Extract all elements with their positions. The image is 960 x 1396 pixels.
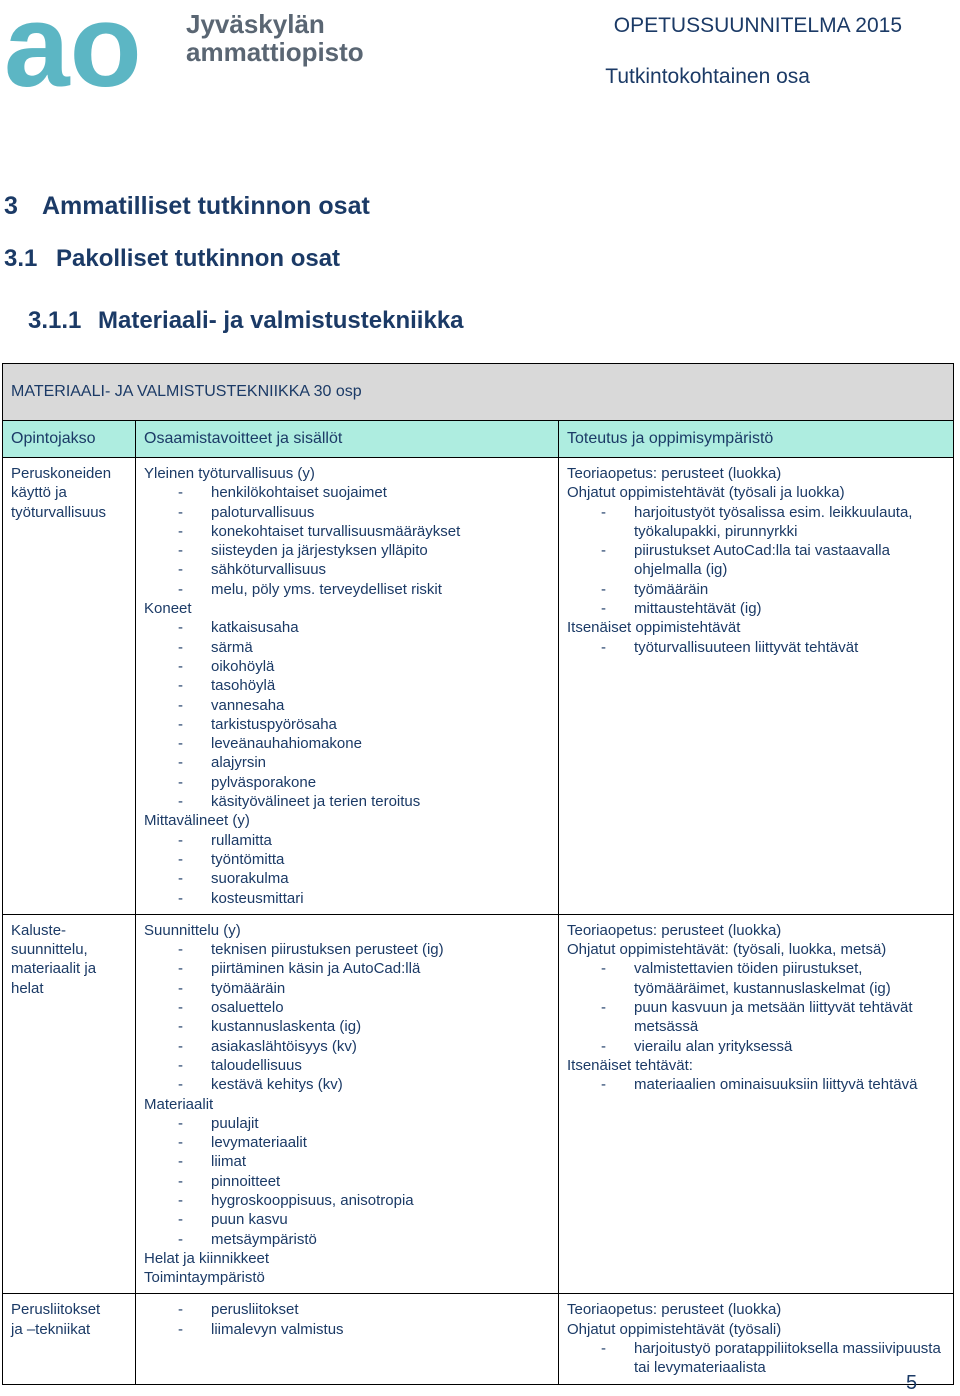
course-name-line: helat	[11, 979, 44, 997]
list-item	[144, 1056, 550, 1075]
bullet-dash: -	[178, 1301, 183, 1319]
list-item-text: vannesaha	[211, 696, 285, 714]
bullet-dash: -	[601, 960, 606, 978]
list-item	[567, 1075, 945, 1094]
list-item-text: puun kasvu	[211, 1211, 288, 1229]
section-heading: Materiaalit	[144, 1095, 214, 1113]
list-item-text: osaluettelo	[211, 999, 284, 1017]
bullet-dash: -	[178, 941, 183, 959]
course-name-line: työturvallisuus	[11, 503, 107, 521]
column-header-course: Opintojakso	[3, 421, 136, 458]
content-cell	[136, 1294, 559, 1384]
bullet-dash: -	[178, 677, 183, 695]
heading-2-number: 3.1	[4, 245, 38, 272]
list-item	[567, 959, 945, 998]
section-heading: Mittavälineet (y)	[144, 812, 250, 830]
list-item	[144, 503, 550, 522]
list-item-text: siisteyden ja järjestyksen ylläpito	[211, 542, 428, 560]
list-item-text: alajyrsin	[211, 754, 267, 772]
bullet-dash: -	[178, 1037, 183, 1055]
bullet-dash: -	[601, 503, 606, 521]
list-item-text: piirtäminen käsin ja AutoCad:llä	[211, 960, 421, 978]
list-item	[144, 483, 550, 502]
list-item	[144, 696, 550, 715]
implementation-cell	[559, 458, 954, 915]
bullet-dash: -	[601, 1340, 606, 1358]
list-item-text: teknisen piirustuksen perusteet (ig)	[211, 941, 444, 959]
list-item	[144, 1230, 550, 1249]
list-item	[567, 599, 945, 618]
list-item	[144, 1133, 550, 1152]
heading-2-text: Pakolliset tutkinnon osat	[56, 245, 341, 272]
list-item	[144, 889, 550, 908]
table-header-row	[3, 421, 954, 458]
bullet-dash: -	[178, 1153, 183, 1171]
list-item-text: työturvallisuuteen liittyvät tehtävät	[634, 638, 859, 656]
course-name-line: suunnittelu,	[11, 941, 88, 959]
list-item	[567, 638, 945, 657]
list-item-text: vierailu alan yrityksessä	[634, 1037, 793, 1055]
table-title-row	[3, 364, 954, 421]
column-header-implementation: Toteutus ja oppimisympäristö	[559, 421, 954, 458]
list-item-text: tarkistuspyörösaha	[211, 715, 337, 733]
bullet-dash: -	[178, 657, 183, 675]
list-item-text: työmääräin	[211, 979, 286, 997]
list-item	[144, 715, 550, 734]
list-item-text: rullamitta	[211, 831, 272, 849]
bullet-dash: -	[601, 580, 606, 598]
list-item-text: oikohöylä	[211, 657, 275, 675]
list-item	[144, 618, 550, 637]
list-item	[144, 1017, 550, 1036]
table-row	[3, 914, 954, 1294]
bullet-dash: -	[178, 1211, 183, 1229]
list-item	[144, 1075, 550, 1094]
course-name-line: Perusliitokset	[11, 1301, 101, 1319]
list-item-text: katkaisusaha	[211, 619, 299, 637]
list-item	[567, 998, 945, 1037]
list-item	[144, 1114, 550, 1133]
list-item-text: henkilökohtaiset suojaimet	[211, 484, 387, 502]
bullet-dash: -	[601, 638, 606, 656]
logo-text	[186, 10, 364, 66]
heading-3	[28, 307, 464, 335]
list-item-text: levymateriaalit	[211, 1134, 307, 1152]
bullet-dash: -	[178, 754, 183, 772]
list-item	[144, 638, 550, 657]
section-heading: Toimintaympäristö	[144, 1269, 265, 1287]
list-item-text: taloudellisuus	[211, 1056, 302, 1074]
bullet-dash: -	[178, 831, 183, 849]
course-name-line: Peruskoneiden	[11, 465, 112, 482]
bullet-dash: -	[178, 773, 183, 791]
bullet-dash: -	[178, 999, 183, 1017]
section-heading: Koneet	[144, 600, 192, 618]
list-item	[144, 1191, 550, 1210]
list-item	[144, 998, 550, 1017]
bullet-dash: -	[178, 696, 183, 714]
section-heading: Itsenäiset tehtävät:	[567, 1056, 693, 1074]
bullet-dash: -	[178, 503, 183, 521]
list-item-text: työntömitta	[211, 850, 285, 868]
course-cell	[3, 458, 136, 915]
bullet-dash: -	[178, 870, 183, 888]
list-item	[567, 503, 945, 542]
logo-mark-icon	[4, 2, 184, 98]
bullet-dash: -	[178, 850, 183, 868]
list-item	[567, 1037, 945, 1056]
course-cell	[3, 1294, 136, 1384]
content-cell	[136, 914, 559, 1294]
curriculum-table	[2, 363, 954, 1385]
heading-1-text: Ammatilliset tutkinnon osat	[42, 192, 370, 220]
list-item-text: särmä	[211, 638, 253, 656]
list-item	[144, 1210, 550, 1229]
list-item-text: kestävä kehitys (kv)	[211, 1076, 343, 1094]
logo	[4, 2, 184, 103]
list-item	[567, 580, 945, 599]
bullet-dash: -	[601, 1076, 606, 1094]
list-item	[144, 580, 550, 599]
section-heading: Teoriaopetus: perusteet (luokka)	[567, 921, 782, 939]
page-number: 5	[906, 1372, 918, 1394]
bullet-dash: -	[178, 735, 183, 753]
bullet-dash: -	[178, 542, 183, 560]
bullet-dash: -	[178, 979, 183, 997]
bullet-dash: -	[178, 793, 183, 811]
bullet-dash: -	[178, 580, 183, 598]
bullet-dash: -	[178, 1114, 183, 1132]
list-item-text: työmääräin	[634, 580, 709, 598]
list-item-text: kustannuslaskenta (ig)	[211, 1018, 362, 1036]
list-item	[144, 657, 550, 676]
section-heading: Ohjatut oppimistehtävät: (työsali, luokka, metsä)	[567, 941, 887, 959]
logo-line-2: ammattiopisto	[186, 37, 364, 67]
list-item	[144, 869, 550, 888]
list-item-text: puulajit	[211, 1114, 259, 1132]
bullet-dash: -	[178, 522, 183, 540]
bullet-dash: -	[178, 561, 183, 579]
list-item	[144, 792, 550, 811]
heading-1	[4, 192, 370, 221]
list-item	[144, 959, 550, 978]
heading-3-text: Materiaali- ja valmistustekniikka	[98, 307, 464, 334]
list-item	[144, 1320, 550, 1339]
doc-title: OPETUSSUUNNITELMA 2015	[613, 14, 902, 37]
section-heading: Teoriaopetus: perusteet (luokka)	[567, 1301, 782, 1319]
bullet-dash: -	[178, 715, 183, 733]
bullet-dash: -	[178, 1320, 183, 1338]
list-item-text: sähköturvallisuus	[211, 561, 327, 579]
list-item	[144, 541, 550, 560]
section-heading: Suunnittelu (y)	[144, 921, 241, 939]
bullet-dash: -	[178, 638, 183, 656]
bullet-dash: -	[601, 600, 606, 618]
list-item	[567, 541, 945, 580]
implementation-cell	[559, 914, 954, 1294]
list-item	[144, 831, 550, 850]
bullet-dash: -	[178, 484, 183, 502]
bullet-dash: -	[178, 889, 183, 907]
list-item-text: valmistettavien töiden piirustukset, työmääräimet, kustannuslaskelmat (ig)	[634, 960, 891, 997]
section-heading: Teoriaopetus: perusteet (luokka)	[567, 465, 782, 482]
list-item	[144, 979, 550, 998]
course-name-line: Kaluste-	[11, 921, 67, 939]
heading-2	[4, 245, 340, 273]
heading-3-number: 3.1.1	[28, 307, 82, 334]
list-item-text: leveänauhahiomakone	[211, 735, 362, 753]
list-item	[144, 522, 550, 541]
list-item-text: tasohöylä	[211, 677, 276, 695]
section-heading: Helat ja kiinnikkeet	[144, 1249, 270, 1267]
implementation-cell	[559, 1294, 954, 1384]
list-item-text: piirustukset AutoCad:lla tai vastaavalla ohjelmalla (ig)	[634, 542, 890, 579]
list-item-text: asiakaslähtöisyys (kv)	[211, 1037, 357, 1055]
logo-mark: ao	[4, 2, 142, 98]
list-item	[144, 1300, 550, 1319]
doc-subtitle: Tutkintokohtainen osa	[605, 65, 810, 88]
list-item-text: konekohtaiset turvallisuusmääräykset	[211, 522, 461, 540]
list-item	[144, 1172, 550, 1191]
bullet-dash: -	[178, 619, 183, 637]
bullet-dash: -	[178, 1134, 183, 1152]
section-heading: Yleinen työturvallisuus (y)	[144, 465, 315, 482]
list-item	[144, 850, 550, 869]
list-item	[144, 734, 550, 753]
table-row	[3, 458, 954, 915]
list-item	[144, 1152, 550, 1171]
list-item-text: suorakulma	[211, 870, 289, 888]
course-name-line: materiaalit ja	[11, 960, 97, 978]
bullet-dash: -	[601, 1037, 606, 1055]
bullet-dash: -	[178, 1230, 183, 1248]
column-header-content: Osaamistavoitteet ja sisällöt	[136, 421, 559, 458]
course-cell	[3, 914, 136, 1294]
section-heading: Ohjatut oppimistehtävät (työsali ja luokka)	[567, 484, 845, 502]
list-item	[144, 1037, 550, 1056]
bullet-dash: -	[601, 999, 606, 1017]
list-item-text: mittaustehtävät (ig)	[634, 600, 762, 618]
list-item-text: liimat	[211, 1153, 247, 1171]
bullet-dash: -	[178, 960, 183, 978]
list-item-text: kosteusmittari	[211, 889, 304, 907]
bullet-dash: -	[178, 1191, 183, 1209]
list-item-text: käsityövälineet ja terien teroitus	[211, 793, 421, 811]
list-item-text: metsäympäristö	[211, 1230, 317, 1248]
course-name-line: ja –tekniikat	[11, 1320, 91, 1338]
logo-line-1: Jyväskylän	[186, 9, 325, 39]
course-name-line: käyttö ja	[11, 484, 67, 502]
list-item-text: harjoitustyö poratappiliitoksella massiivipuusta tai levymateriaalista	[634, 1340, 941, 1377]
list-item	[144, 560, 550, 579]
bullet-dash: -	[178, 1172, 183, 1190]
bullet-dash: -	[178, 1018, 183, 1036]
list-item-text: perusliitokset	[211, 1301, 299, 1319]
list-item-text: hygroskooppisuus, anisotropia	[211, 1191, 414, 1209]
bullet-dash: -	[601, 542, 606, 560]
list-item-text: paloturvallisuus	[211, 503, 315, 521]
list-item-text: harjoitustyöt työsalissa esim. leikkuulauta, työkalupakki, pirunnyrkki	[634, 503, 913, 540]
bullet-dash: -	[178, 1056, 183, 1074]
list-item-text: liimalevyn valmistus	[211, 1320, 344, 1338]
content-cell	[136, 458, 559, 915]
list-item	[144, 753, 550, 772]
section-heading: Ohjatut oppimistehtävät (työsali)	[567, 1320, 782, 1338]
heading-1-number: 3	[4, 192, 18, 220]
list-item	[144, 676, 550, 695]
bullet-dash: -	[178, 1076, 183, 1094]
table-row	[3, 1294, 954, 1384]
table-title: MATERIAALI- JA VALMISTUSTEKNIIKKA 30 osp	[3, 364, 954, 421]
list-item-text: pinnoitteet	[211, 1172, 281, 1190]
list-item	[144, 773, 550, 792]
list-item-text: puun kasvuun ja metsään liittyvät tehtävät metsässä	[634, 999, 913, 1036]
list-item-text: melu, pöly yms. terveydelliset riskit	[211, 580, 442, 598]
list-item-text: materiaalien ominaisuuksiin liittyvä tehtävä	[634, 1076, 918, 1094]
list-item	[144, 940, 550, 959]
list-item	[567, 1339, 945, 1378]
section-heading: Itsenäiset oppimistehtävät	[567, 619, 741, 637]
list-item-text: pylväsporakone	[211, 773, 317, 791]
